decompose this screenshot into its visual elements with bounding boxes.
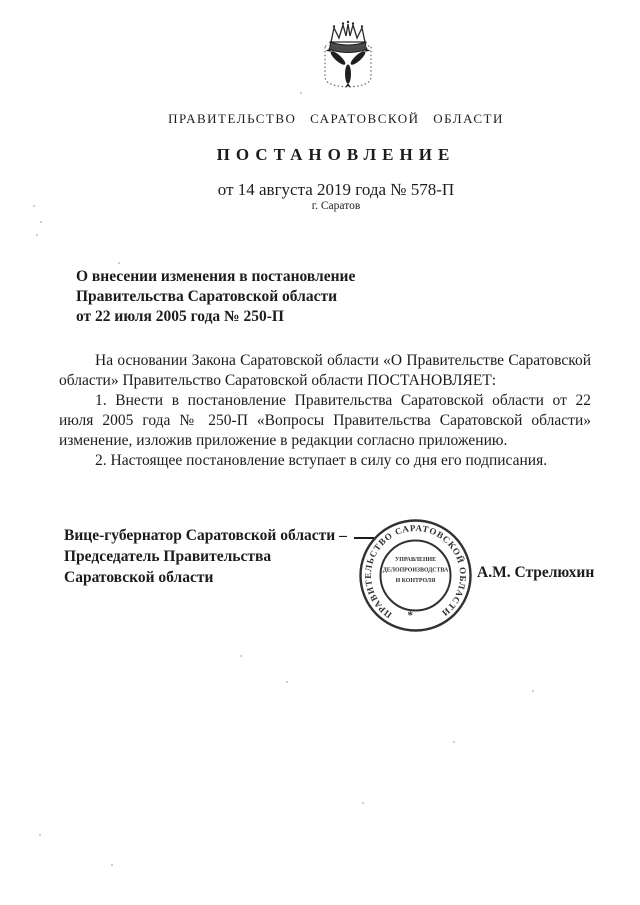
- scan-speck: [532, 690, 534, 692]
- title-line: Правительства Саратовской области: [76, 288, 337, 305]
- scan-speck: [286, 681, 288, 683]
- document-city: г. Саратов: [311, 200, 361, 212]
- scan-speck: [111, 864, 113, 866]
- scan-speck: [300, 92, 302, 94]
- crown-icon: [330, 21, 366, 53]
- seal-center-line: И КОНТРОЛЯ: [395, 578, 436, 584]
- scan-speck: [453, 741, 455, 743]
- signature-position-line: Саратовской области: [64, 569, 214, 586]
- seal-center-line: УПРАВЛЕНИЕ: [394, 557, 437, 563]
- seal-ring-asterisk: *: [406, 609, 414, 622]
- scan-speck: [362, 802, 364, 804]
- seal-ring-text: ПРАВИТЕЛЬСТВО САРАТОВСКОЙ ОБЛАСТИ: [362, 522, 469, 621]
- title-line: О внесении изменения в постановление: [76, 268, 356, 285]
- seal-center-line: ДЕЛОПРОИЗВОДСТВА: [382, 567, 449, 574]
- scan-speck: [36, 234, 38, 236]
- scan-speck: [33, 205, 35, 207]
- seal-inner-circle: [381, 541, 451, 611]
- title-line: от 22 июля 2005 года № 250-П: [76, 308, 284, 325]
- document-body: [59, 351, 591, 471]
- document-type: ПОСТАНОВЛЕНИЕ: [216, 145, 456, 164]
- signature-position-line: Вице-губернатор Саратовской области –: [64, 527, 347, 544]
- scan-speck: [118, 262, 120, 264]
- seal-outer-circle: [361, 521, 471, 631]
- scan-speck: [240, 655, 242, 657]
- body-paragraph: На основании Закона Саратовской области «О Правительстве Саратовской области» Правительство Саратовской области ПОСТАНОВЛЯЕТ:: [59, 352, 591, 389]
- official-seal-stamp: [353, 513, 478, 638]
- coat-of-arms-icon: [313, 15, 383, 90]
- signature-name: А.М. Стрелюхин: [477, 564, 595, 581]
- body-paragraph: 2. Настоящее постановление вступает в силу со дня его подписания.: [95, 452, 548, 469]
- body-paragraph: 1. Внести в постановление Правительства Саратовской области от 22 июля 2005 года № 250-П «Вопросы Правительства Саратовской области» изменение, изложив приложение в редакции согласно приложению.: [59, 392, 591, 449]
- scan-speck: [39, 834, 41, 836]
- org-name: ПРАВИТЕЛЬСТВО САРАТОВСКОЙ ОБЛАСТИ: [168, 111, 504, 126]
- document-date-number: от 14 августа 2019 года № 578-П: [217, 180, 455, 199]
- document-title: [76, 267, 355, 327]
- signature-position: [64, 525, 347, 588]
- signature-position-line: Председатель Правительства: [64, 548, 272, 565]
- scan-speck: [40, 221, 42, 223]
